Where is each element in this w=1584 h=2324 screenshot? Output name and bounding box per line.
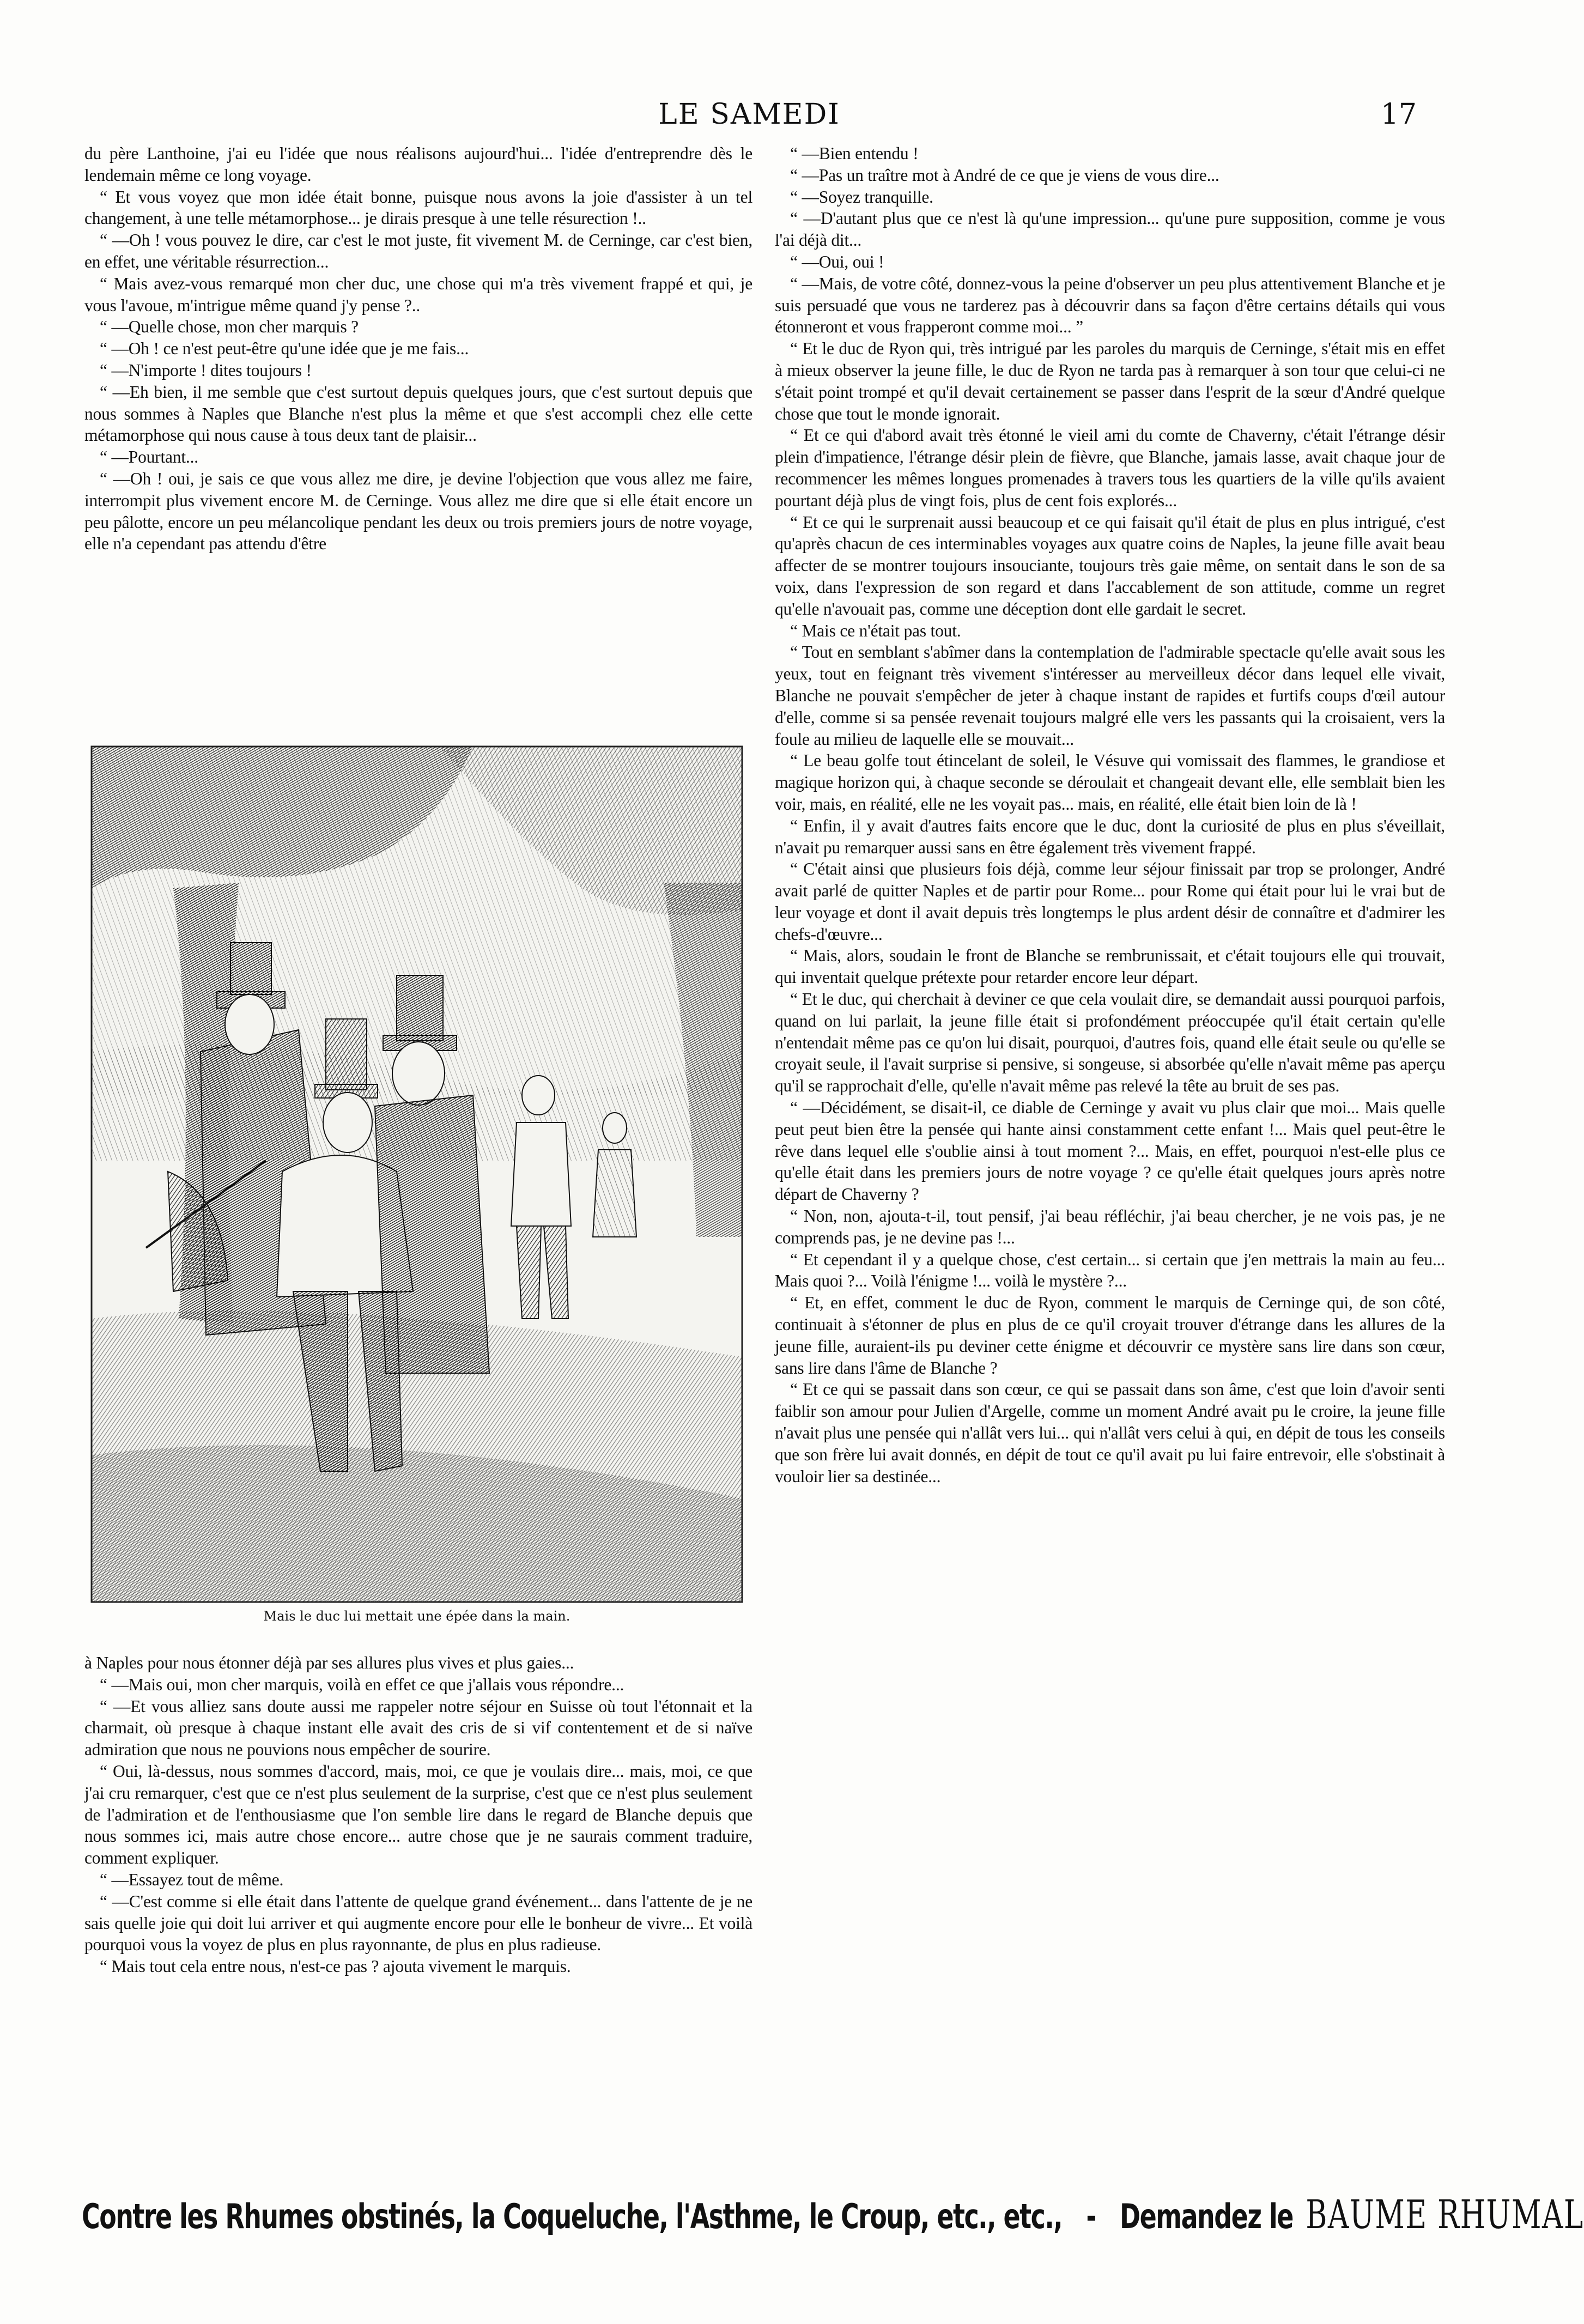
paragraph: “ Et ce qui d'abord avait très étonné le vieil ami du comte de Chaverny, c'était l'étrange désir plein d'impatience, l'étrange désir plein de fièvre, que Blanche, jamais lasse, avait chaque jour de recommencer les mêmes longues promenades à travers tous les quartiers de la ville qu'ils avaient pourtant déjà plus de vingt fois, plus de cent fois explorés... xyxy=(775,426,1445,510)
right-column xyxy=(775,143,1445,1487)
paragraph: “ Enfin, il y avait d'autres faits encore que le duc, dont la curiosité de plus en plus s'éveillait, n'avait pu remarquer aussi sans en être également très vivement frappé. xyxy=(775,816,1445,857)
ad-text-middle: Demandez le xyxy=(1120,2196,1293,2236)
paragraph: à Naples pour nous étonner déjà par ses allures plus vives et plus gaies... xyxy=(84,1653,574,1672)
paragraph: “ Mais ce n'était pas tout. xyxy=(790,621,961,640)
paragraph: “ Et le duc de Ryon qui, très intrigué par les paroles du marquis de Cerninge, s'était mis en effet à mieux observer la jeune fille, le duc de Ryon ne tarda pas à remarquer à son tour que celui-ci ne s'était point trompé et qu'il devait certainement se passer dans l'esprit de la sœur d'André quelque chose que tout le monde ignorait. xyxy=(775,339,1445,423)
left-column-bottom xyxy=(84,1652,752,1977)
ad-text-left: Contre les Rhumes obstinés, la Coqueluche, l'Asthme, le Croup, etc., etc., xyxy=(82,2196,1063,2236)
paragraph: “ —Quelle chose, mon cher marquis ? xyxy=(100,317,359,337)
paragraph: du père Lanthoine, j'ai eu l'idée que nous réalisons aujourd'hui... l'idée d'entreprendre dès le lendemain même ce long voyage. xyxy=(84,144,752,185)
paragraph: “ —N'importe ! dites toujours ! xyxy=(100,360,312,380)
advertisement-footer xyxy=(82,2192,1584,2241)
paragraph: “ Mais tout cela entre nous, n'est-ce pas ? ajouta vivement le marquis. xyxy=(100,1957,571,1976)
paragraph: “ —Et vous alliez sans doute aussi me rappeler notre séjour en Suisse où tout l'étonnait et la charmait, où presque à chaque instant elle avait des cris de si vif contentement et de si naïve admiration que nous ne pouvions nous empêcher de sourire. xyxy=(84,1696,752,1759)
paragraph: “ Mais avez-vous remarqué mon cher duc, une chose qui m'a très vivement frappé et qui, je vous l'avoue, m'intrigue même quand j'y pense ?.. xyxy=(84,274,752,315)
paragraph: “ —Oh ! ce n'est peut-être qu'une idée que je me fais... xyxy=(100,339,469,359)
paragraph: “ —Décidément, se disait-il, ce diable de Cerninge y avait vu plus clair que moi... Mais quelle peut peut bien être la pensée qui hante ainsi constamment cette enfant !... Mais quel peut-être le rêve dans lequel elle s'oublie ainsi à tout moment ?... Mais, en effet, pourquoi n'est-elle plus ce qu'elle était dans les premiers jours de notre voyage ? ce qu'elle était quelques jours après notre départ de Chaverny ? xyxy=(775,1098,1445,1204)
illustration-caption: Mais le duc lui mettait une épée dans la main. xyxy=(263,1609,571,1624)
paragraph: “ —Bien entendu ! xyxy=(790,144,919,163)
paragraph: “ —Pas un traître mot à André de ce que je viens de vous dire... xyxy=(790,165,1219,185)
paragraph: “ Mais, alors, soudain le front de Blanche se rembrunissait, et c'était toujours elle qui trouvait, qui inventait quelque prétexte pour retarder encore leur départ. xyxy=(775,946,1445,987)
paragraph: “ Et le duc, qui cherchait à deviner ce que cela voulait dire, se demandait aussi pourquoi parfois, quand on lui parlait, la jeune fille était si profondément préoccupée qu'il était certain qu'elle n'entendait même pas ce qu'on lui disait, pourquoi, d'autres fois, quand elle était seule ou qu'elle se croyait seule, il l'avait surprise si pensive, si songeuse, si absorbée qu'elle n'avait même pas aperçu qu'il se rapprochait d'elle, qu'elle n'avait même pas relevé la tête au bruit de ses pas. xyxy=(775,990,1445,1096)
paragraph: “ —C'est comme si elle était dans l'attente de quelque grand événement... dans l'attente de je ne sais quelle joie qui doit lui arriver et qui augmente encore pour elle le bonheur de vivre... Et voilà pourquoi vous la voyez de plus en plus rayonnante, de plus en plus radieuse. xyxy=(84,1891,752,1955)
paragraph: “ Et, en effet, comment le duc de Ryon, comment le marquis de Cerninge qui, de son côté, continuait à s'étonner de plus en plus de ce qu'il croyait trouver d'étrange dans les allures de la jeune fille, auraient-ils pu deviner cette énigme et découvrir ce mystère sans lire dans son cœur, sans lire dans l'âme de Blanche ? xyxy=(775,1293,1445,1378)
paragraph: “ —Oh ! vous pouvez le dire, car c'est le mot juste, fit vivement M. de Cerninge, car c'est bien, en effet, une véritable résurrection... xyxy=(84,230,752,271)
paragraph: “ —Eh bien, il me semble que c'est surtout depuis quelques jours, que c'est surtout depuis que nous sommes à Naples que Blanche n'est plus la même et que s'est accompli chez elle cette métamorphose qui nous cause à tous deux tant de plaisir... xyxy=(84,382,752,445)
paragraph: “ Et ce qui se passait dans son cœur, ce qui se passait dans son âme, c'est que loin d'avoir senti faiblir son amour pour Julien d'Argelle, comme un moment André avait pu le croire, la jeune fille n'avait plus une pensée qui n'allât vers lui... qui n'allât vers celui à qui, en dépit de tous les conseils que son frère lui avait donnés, en dépit de tout ce qu'il avait pu lui faire entrevoir, elle s'obstinait à vouloir lier sa destinée... xyxy=(775,1380,1445,1486)
paragraph: “ —D'autant plus que ce n'est là qu'une impression... qu'une pure supposition, comme je vous l'ai déjà dit... xyxy=(775,209,1445,250)
journal-title: LE SAMEDI xyxy=(658,98,840,131)
paragraph: “ Non, non, ajouta-t-il, tout pensif, j'ai beau réfléchir, j'ai beau chercher, je ne vois pas, je ne comprends pas, je ne devine pas !... xyxy=(775,1206,1445,1247)
paragraph: “ Le beau golfe tout étincelant de soleil, le Vésuve qui vomissait des flammes, le grandiose et magique horizon qui, à chaque seconde se déroulait et changeait devant elle, elle semblait bien les voir, mais, en réalité, elle ne les voyait pas... mais, en réalité, elle était bien loin de là ! xyxy=(775,751,1445,814)
ad-dash: - xyxy=(1086,2196,1096,2236)
paragraph: “ —Pourtant... xyxy=(100,447,198,467)
engraving-illustration xyxy=(92,747,742,1602)
page-number: 17 xyxy=(1380,98,1417,131)
paragraph: “ —Mais, de votre côté, donnez-vous la peine d'observer un peu plus attentivement Blanche et je suis persuadé que vous ne tarderez pas à découvrir dans sa façon d'être certains détails qui vous étonneront et vous frapperont comme moi... ” xyxy=(775,274,1445,337)
paragraph: “ C'était ainsi que plusieurs fois déjà, comme leur séjour finissait par trop se prolonger, André avait parlé de quitter Naples et de partir pour Rome... pour Rome qui était pour lui le vrai but de leur voyage et dont il avait depuis très longtemps le plus ardent désir de connaître et d'admirer les chefs-d'œuvre... xyxy=(775,859,1445,944)
paragraph: “ Et ce qui le surprenait aussi beaucoup et ce qui faisait qu'il était de plus en plus intrigué, c'est qu'après chacun de ces interminables voyages aux quatre coins de Naples, la jeune fille avait beau affecter de se montrer toujours insouciante, toujours très gaie même, on sentait dans le son de sa voix, dans l'expression de son regard et dans l'accablement de son attitude, comme un regret qu'elle n'avouait pas, comme une déception dont elle gardait le secret. xyxy=(775,512,1445,618)
left-column-top xyxy=(84,143,752,555)
page-header xyxy=(82,94,1417,137)
paragraph: “ —Essayez tout de même. xyxy=(100,1870,284,1889)
paragraph: “ —Soyez tranquille. xyxy=(790,187,933,207)
paragraph: “ —Oh ! oui, je sais ce que vous allez me dire, je devine l'objection que vous allez me faire, interrompit plus vivement encore M. de Cerninge. Vous allez me dire que si elle était encore un peu pâlotte, encore un peu mélancolique pendant les deux ou trois premiers jours de notre voyage, elle n'a cependant pas attendu d'être xyxy=(84,469,752,554)
paragraph: “ —Mais oui, mon cher marquis, voilà en effet ce que j'allais vous répondre... xyxy=(100,1674,624,1694)
paragraph: “ —Oui, oui ! xyxy=(790,252,884,271)
paragraph: “ Et cependant il y a quelque chose, c'est certain... si certain que j'en mettrais la main au feu... Mais quoi ?... Voilà l'énigme !... voilà le mystère ?... xyxy=(775,1249,1445,1291)
paragraph: “ Tout en semblant s'abîmer dans la contemplation de l'admirable spectacle qu'elle avait sous les yeux, tout en feignant très vivement s'intéresser au merveilleux décor dans lequel elle vivait, Blanche ne pouvait s'empêcher de jeter à chaque instant de rapides et furtifs coups d'œil autour d'elle, comme si sa pensée revenait toujours malgré elle vers les passants qui la croisaient, vers la foule au milieu de laquelle elle se mouvait... xyxy=(775,642,1445,749)
ad-brand-name: BAUME RHUMAL xyxy=(1306,2192,1584,2237)
paragraph: “ Oui, là-dessus, nous sommes d'accord, mais, moi, ce que je voulais dire... mais, moi, ce que j'ai cru remarquer, c'est que ce n'est plus seulement de la surprise, c'est que ce n'est plus seulement de l'admiration et de l'enthousiasme que l'on semble lire dans le regard de Blanche depuis que nous sommes ici, mais autre chose encore... autre chose que je ne saurais comment traduire, comment expliquer. xyxy=(84,1761,752,1868)
paragraph: “ Et vous voyez que mon idée était bonne, puisque nous avons la joie d'assister à un tel changement, à une telle métamorphose... je dirais presque à une telle résurection !.. xyxy=(84,187,752,228)
